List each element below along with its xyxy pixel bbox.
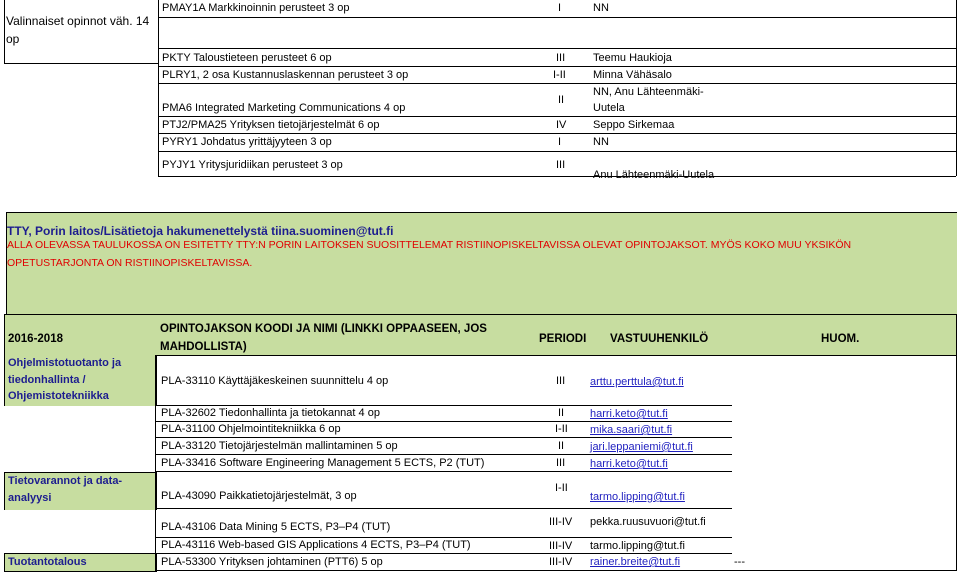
top-row-teacher: NN — [593, 2, 609, 14]
course-period: III — [556, 457, 566, 469]
top-row-teacher: NN — [593, 136, 609, 148]
course-name: PLA-33416 Software Engineering Management 5 ECTS, P2 (TUT) — [161, 457, 485, 469]
email-link[interactable]: arttu.perttula@tut.fi — [590, 376, 684, 388]
course-period: I-II — [555, 423, 568, 435]
top-row-period: I-II — [553, 69, 566, 81]
course-period: III-IV — [549, 556, 573, 568]
row-line — [155, 537, 732, 538]
category-data-line1: Tietovarannot ja data- — [8, 475, 123, 487]
email-link[interactable]: harri.keto@tut.fi — [590, 408, 668, 420]
top-right-border — [956, 0, 957, 176]
course-name: PLA-53300 Yrityksen johtaminen (PTT6) 5 op — [161, 556, 383, 568]
course-period: III-IV — [549, 516, 573, 528]
top-row-line — [158, 151, 956, 152]
course-period: II — [558, 407, 565, 419]
category-data-line2: analyysi — [8, 492, 52, 504]
top-row-teacher: Seppo Sirkemaa — [593, 119, 675, 131]
banner-notice-line1: ALLA OLEVASSA TAULUKOSSA ON ESITETTY TTY:N PORIN LAITOKSEN SUOSITTELEMAT RISTIINOPISKELTAVISSA OLEVAT OPINTOJAKSOT. MYÖS KOKO MUU YKSIKÖN — [7, 239, 852, 251]
top-row-course: PKTY Taloustieteen perusteet 6 op — [162, 52, 332, 64]
top-row-teacher: Minna Vähäsalo — [593, 69, 672, 81]
top-row-period: III — [556, 52, 566, 64]
category-label-top: Valinnaiset opinnot väh. 14 op — [6, 14, 150, 46]
category-production-label: Tuotantotalous — [8, 556, 87, 568]
row-line — [155, 454, 732, 455]
course-period: I-II — [555, 482, 568, 494]
category-production — [4, 553, 157, 572]
course-name: PLA-33110 Käyttäjäkeskeinen suunnittelu 4 op — [161, 375, 389, 387]
top-row-teacher: Anu Lähteenmäki-Uutela — [593, 169, 715, 181]
top-row-line — [158, 48, 956, 49]
row-note: --- — [734, 556, 745, 568]
top-row-teacher: NN, Anu Lähteenmäki- — [593, 86, 704, 98]
top-row-course: PYRY1 Johdatus yrittäjyyteen 3 op — [162, 136, 332, 148]
top-row-course: PMAY1A Markkinoinnin perusteet 3 op — [162, 2, 350, 14]
top-row-period: I — [558, 2, 562, 14]
top-row-line — [158, 116, 956, 117]
top-course-border — [158, 0, 159, 176]
header-note: HUOM. — [821, 333, 860, 345]
top-row-line — [158, 17, 956, 18]
course-name: PLA-33120 Tietojärjestelmän mallintaminen 5 op — [161, 440, 398, 452]
top-row-period: II — [558, 94, 565, 106]
column-line — [956, 314, 957, 571]
email-link[interactable]: tarmo.lipping@tut.fi — [590, 491, 685, 503]
category-data — [4, 472, 157, 510]
top-row-teacher: Teemu Haukioja — [593, 52, 672, 64]
row-line — [155, 553, 732, 554]
top-row-period: III — [556, 159, 566, 171]
header-course-line1: OPINTOJAKSON KOODI JA NIMI (LINKKI OPPAASEEN, JOS — [160, 323, 487, 335]
table-header-row — [4, 314, 957, 356]
top-row-line — [158, 66, 956, 67]
header-responsible: VASTUUHENKILÖ — [610, 333, 709, 345]
row-line — [155, 508, 732, 509]
course-period: III — [556, 375, 566, 387]
row-line — [155, 471, 732, 472]
info-banner — [6, 212, 957, 314]
course-name: PLA-43106 Data Mining 5 ECTS, P3–P4 (TUT) — [161, 521, 391, 533]
banner-notice-line2: OPETUSTARJONTA ON RISTIINOPISKELTAVISSA. — [7, 257, 253, 269]
row-line — [155, 405, 732, 406]
course-name: PLA-31100 Ohjelmointitekniikka 6 op — [161, 423, 341, 435]
header-year: 2016-2018 — [8, 333, 63, 345]
column-line — [155, 355, 156, 571]
course-name: PLA-43090 Paikkatietojärjestelmät, 3 op — [161, 490, 357, 502]
top-row-teacher: Uutela — [593, 102, 625, 114]
email-link[interactable]: tarmo.lipping@tut.fi — [590, 540, 685, 552]
top-row-line — [158, 133, 956, 134]
top-row-period: I — [558, 136, 562, 148]
category-software — [4, 355, 157, 406]
header-course-line2: MAHDOLLISTA) — [160, 341, 247, 353]
top-row-line — [158, 176, 956, 177]
row-line — [155, 437, 732, 438]
course-name: PLA-43116 Web-based GIS Applications 4 ECTS, P3–P4 (TUT) — [161, 539, 471, 551]
email-link[interactable]: pekka.ruusuvuori@tut.fi — [590, 516, 706, 528]
category-software-line2: tiedonhallinta / — [8, 374, 86, 386]
email-link[interactable]: jari.leppaniemi@tut.fi — [590, 441, 693, 453]
course-name: PLA-32602 Tiedonhallinta ja tietokannat 4 op — [161, 407, 380, 419]
top-row-course: PTJ2/PMA25 Yrityksen tietojärjestelmät 6 op — [162, 119, 380, 131]
email-link[interactable]: rainer.breite@tut.fi — [590, 556, 681, 568]
course-period: II — [558, 440, 565, 452]
top-row-course: PLRY1, 2 osa Kustannuslaskennan perusteet 3 op — [162, 69, 409, 81]
email-link[interactable]: harri.keto@tut.fi — [590, 458, 668, 470]
top-category-bottom — [4, 63, 158, 64]
top-row-course: PMA6 Integrated Marketing Communications 4 op — [162, 102, 406, 114]
category-software-line3: Ohjemistotekniikka — [8, 390, 109, 402]
top-row-course: PYJY1 Yritysjuridiikan perusteet 3 op — [162, 159, 343, 171]
banner-title: TTY, Porin laitos/Lisätietoja hakumenettelystä tiina.suominen@tut.fi — [7, 224, 394, 238]
row-line — [155, 570, 956, 571]
category-software-line1: Ohjelmistotuotanto ja — [8, 357, 122, 369]
row-line — [155, 421, 732, 422]
top-left-border — [4, 0, 5, 63]
course-period: III-IV — [549, 540, 573, 552]
top-row-line — [158, 83, 956, 84]
top-row-period: IV — [556, 119, 567, 131]
email-link[interactable]: mika.saari@tut.fi — [590, 424, 673, 436]
header-period: PERIODI — [539, 333, 587, 345]
